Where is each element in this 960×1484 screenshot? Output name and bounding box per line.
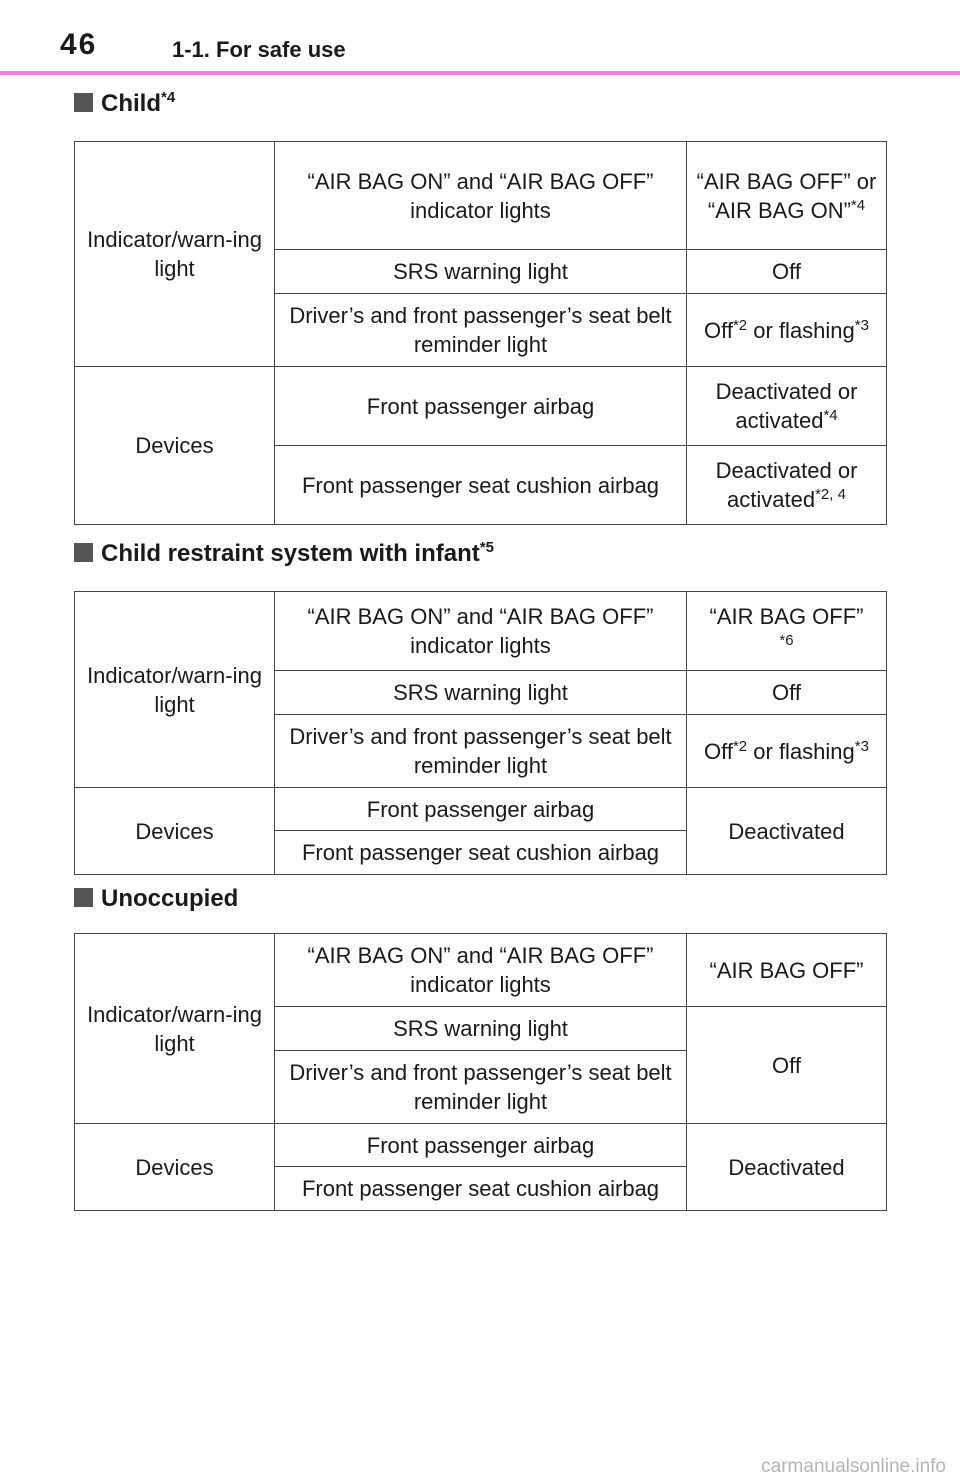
devices-label-cell: Devices (75, 367, 275, 525)
header-divider (0, 71, 960, 75)
table-row (75, 1124, 887, 1167)
srs-label-cell: SRS warning light (275, 671, 687, 715)
child-table (74, 141, 887, 525)
devices-label-cell: Devices (75, 788, 275, 875)
front-airbag-status-cell: Deactivated or activated$^{*4}$ (687, 367, 887, 446)
devices-status-cell: Deactivated (687, 788, 887, 875)
lights-status-cell: Off (687, 1007, 887, 1124)
unoccupied-heading: Unoccupied (74, 885, 238, 913)
srs-label-cell: SRS warning light (275, 1007, 687, 1051)
airbag-indicator-status-cell: “AIR BAG OFF” $^{*6}$ (687, 592, 887, 671)
cushion-airbag-label-cell: Front passenger seat cushion airbag (275, 1167, 687, 1211)
cushion-airbag-label-cell: Front passenger seat cushion airbag (275, 831, 687, 875)
infant-heading: Child restraint system with infant$^{*5}$ (74, 540, 494, 568)
airbag-indicator-label-cell: “AIR BAG ON” and “AIR BAG OFF” indicator lights (275, 142, 687, 250)
front-airbag-label-cell: Front passenger airbag (275, 788, 687, 831)
airbag-indicator-status-cell: “AIR BAG OFF” (687, 934, 887, 1007)
devices-label-cell: Devices (75, 1124, 275, 1211)
srs-label-cell: SRS warning light (275, 250, 687, 294)
table-row (75, 788, 887, 831)
page-number: 46 (60, 28, 98, 61)
seatbelt-status-cell: Off$^{*2}$ or flashing$^{*3}$ (687, 715, 887, 788)
srs-status-cell: Off (687, 250, 887, 294)
indicator-label-cell: Indicator/warn-ing light (75, 934, 275, 1124)
front-airbag-label-cell: Front passenger airbag (275, 1124, 687, 1167)
seatbelt-label-cell: Driver’s and front passenger’s seat belt reminder light (275, 294, 687, 367)
cushion-airbag-status-cell: Deactivated or activated$^{*2, 4}$ (687, 446, 887, 525)
section-title: 1-1. For safe use (172, 37, 346, 62)
seatbelt-status-cell: Off$^{*2}$ or flashing$^{*3}$ (687, 294, 887, 367)
devices-status-cell: Deactivated (687, 1124, 887, 1211)
airbag-indicator-label-cell: “AIR BAG ON” and “AIR BAG OFF” indicator lights (275, 592, 687, 671)
srs-status-cell: Off (687, 671, 887, 715)
indicator-label-cell: Indicator/warn-ing light (75, 142, 275, 367)
bullet-square-icon (74, 93, 93, 112)
bullet-square-icon (74, 543, 93, 562)
unoccupied-table (74, 933, 887, 1211)
indicator-label-cell: Indicator/warn-ing light (75, 592, 275, 788)
seatbelt-label-cell: Driver’s and front passenger’s seat belt reminder light (275, 1051, 687, 1124)
airbag-indicator-status-cell: “AIR BAG OFF” or “AIR BAG ON”$^{*4}$ (687, 142, 887, 250)
front-airbag-label-cell: Front passenger airbag (275, 367, 687, 446)
table-row (75, 142, 887, 250)
child-heading: Child$^{*4}$ (74, 90, 175, 118)
infant-table (74, 591, 887, 875)
table-row (75, 367, 887, 446)
seatbelt-label-cell: Driver’s and front passenger’s seat belt reminder light (275, 715, 687, 788)
table-row (75, 934, 887, 1007)
airbag-indicator-label-cell: “AIR BAG ON” and “AIR BAG OFF” indicator lights (275, 934, 687, 1007)
watermark: carmanualsonline.info (761, 1456, 946, 1477)
bullet-square-icon (74, 888, 93, 907)
cushion-airbag-label-cell: Front passenger seat cushion airbag (275, 446, 687, 525)
table-row (75, 592, 887, 671)
